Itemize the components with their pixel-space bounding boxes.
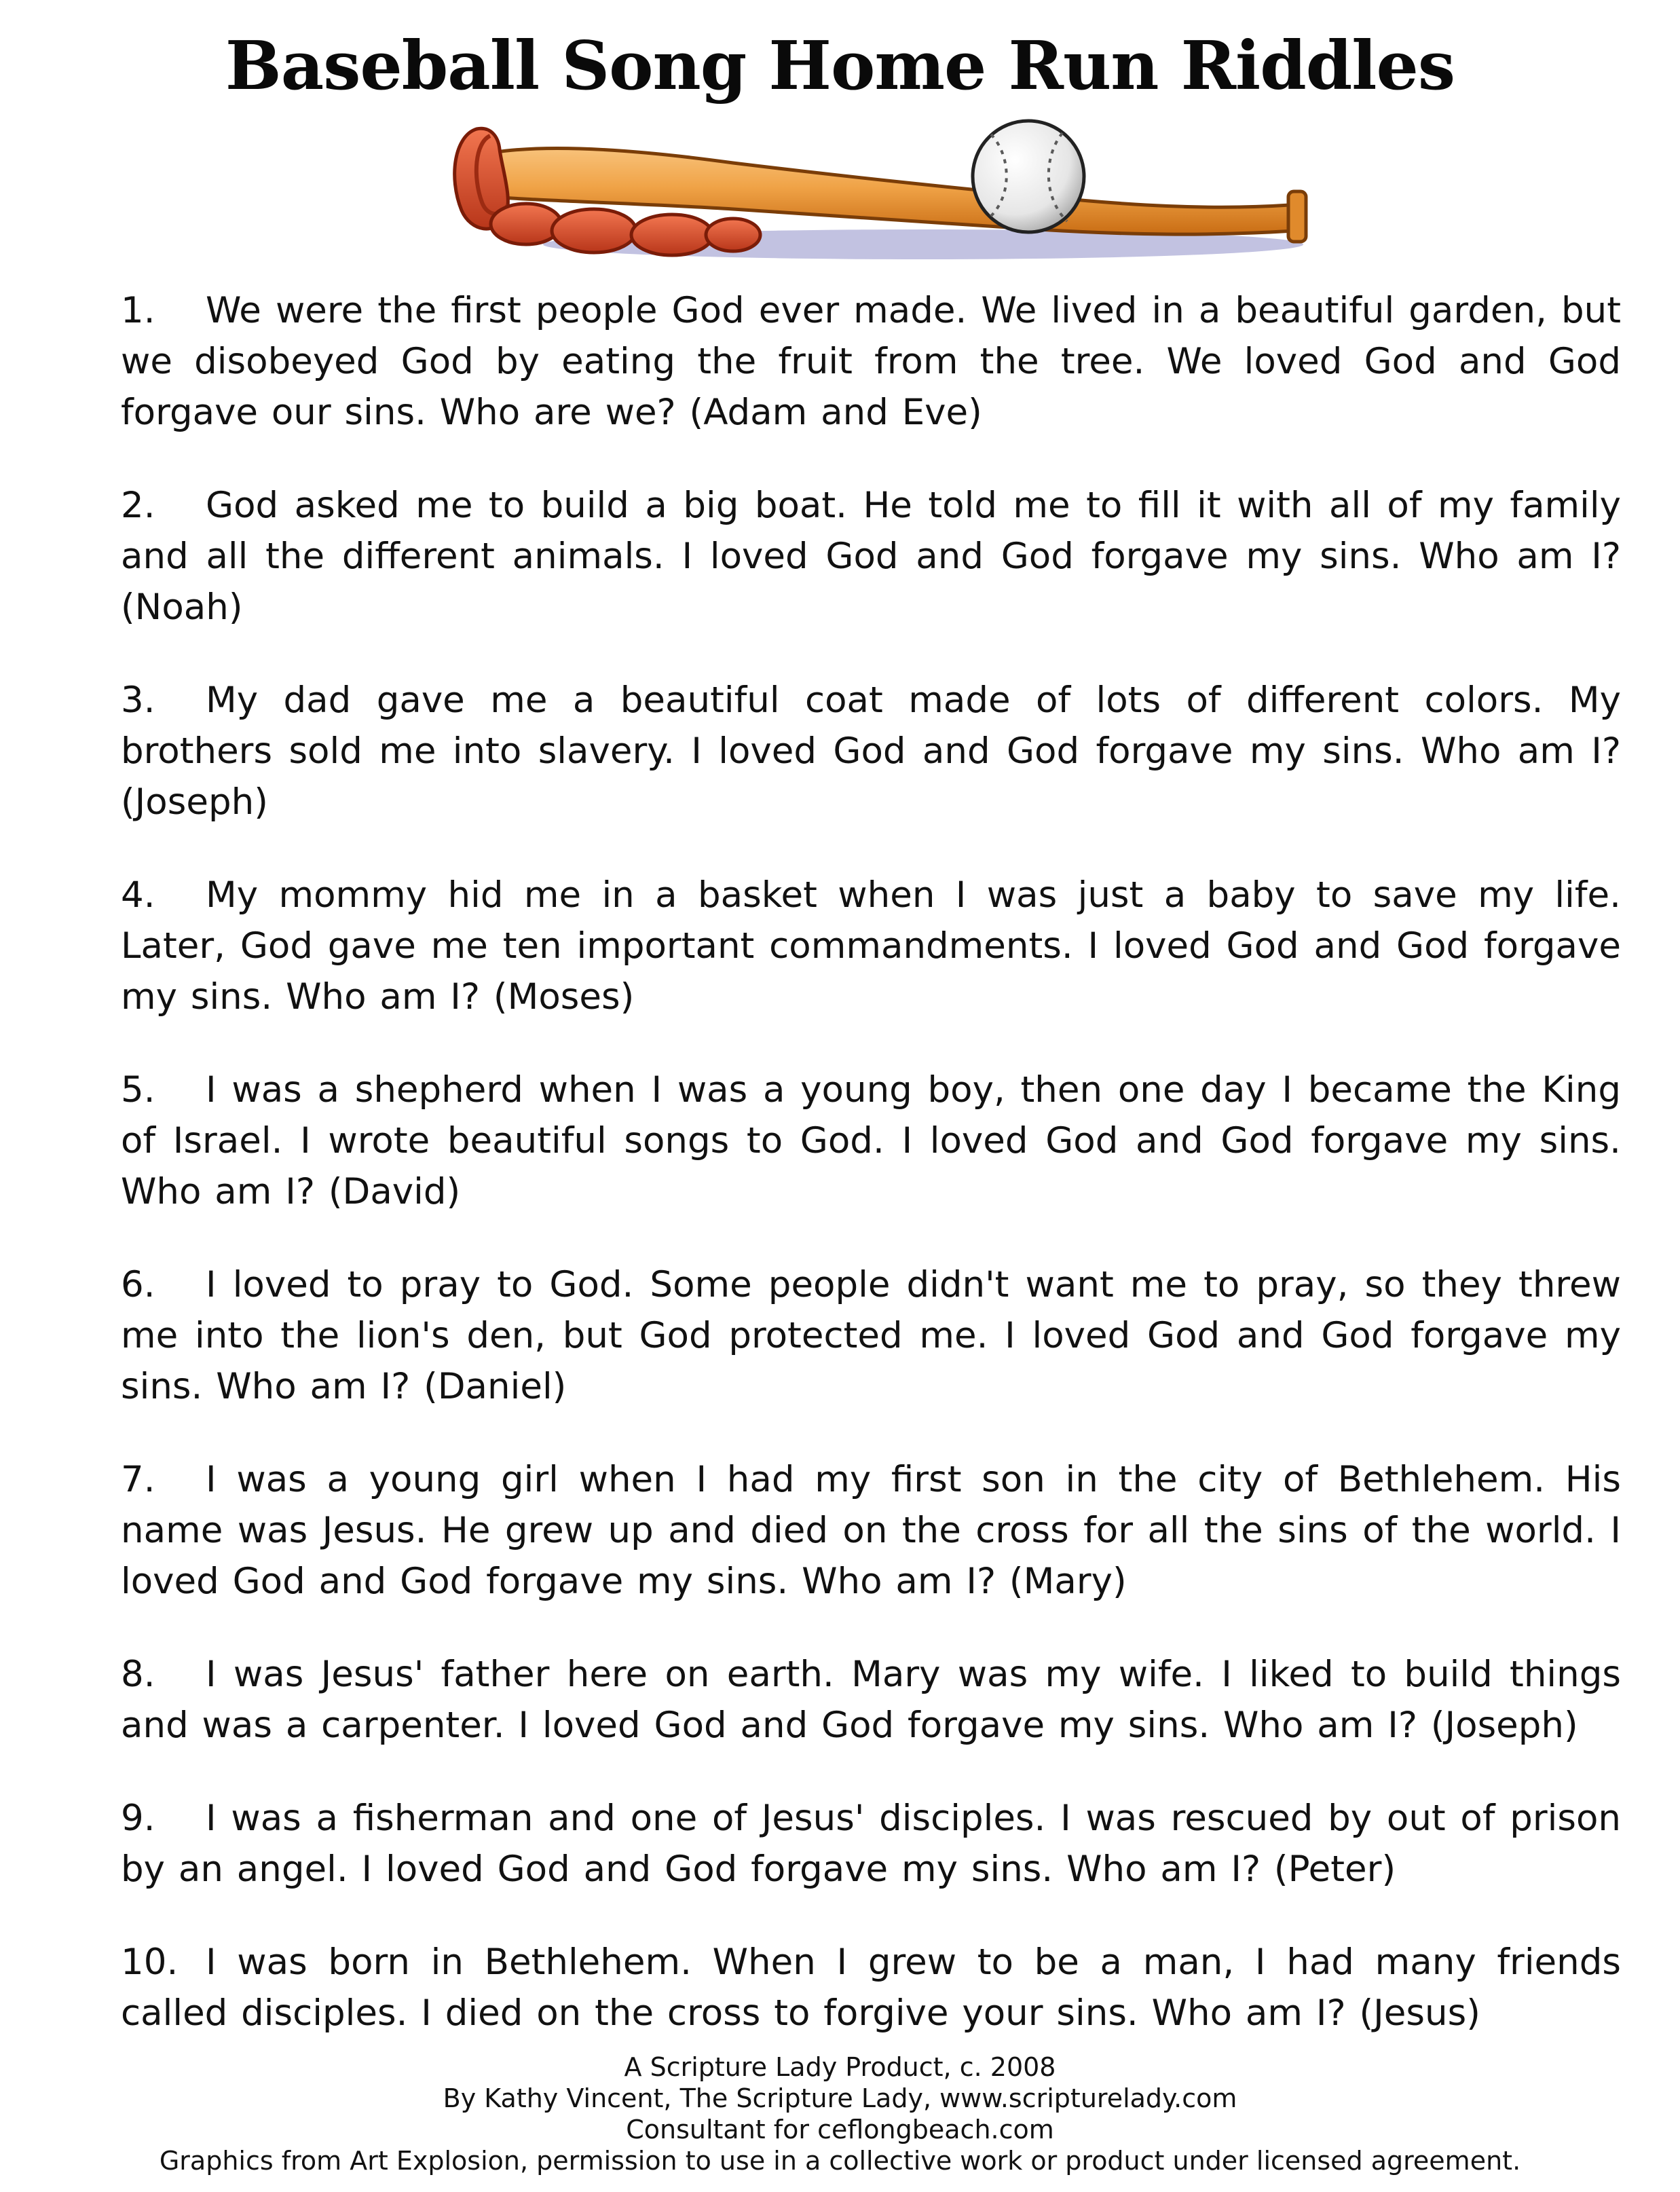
riddle-number: 6. (121, 1264, 155, 1305)
riddle-number: 7. (121, 1459, 155, 1500)
riddle-item (121, 480, 1621, 633)
footer-graphics-credit: Graphics from Art Explosion, permission to use in a collective work or product under licensed agreement. (159, 2146, 1521, 2176)
riddle-item (121, 1259, 1621, 1412)
riddle-text: I was a young girl when I had my first son in the city of Bethlehem. His name was Jesus. He grew up and died on the cross for all the sins of the world. I loved God and God forgave my sins. Who am I? (Mary) (121, 1459, 1621, 1602)
footer-consultant: Consultant for ceflongbeach.com (626, 2115, 1054, 2144)
riddle-text: I was Jesus' father here on earth. Mary was my wife. I liked to build things and was a carpenter. I loved God and God forgave my sins. Who am I? (Joseph) (121, 1654, 1621, 1746)
riddle-number: 3. (121, 680, 155, 721)
riddle-number: 8. (121, 1654, 155, 1695)
riddle-item (121, 870, 1621, 1022)
riddle-text: My mommy hid me in a basket when I was just a baby to save my life. Later, God gave me ten important commandments. I loved God and God forgave my sins. Who am I? (Moses) (121, 874, 1621, 1018)
footer-copyright: A Scripture Lady Product, c. 2008 (624, 2052, 1056, 2082)
baseball (973, 121, 1084, 232)
riddle-text: My dad gave me a beautiful coat made of lots of different colors. My brothers sold me into slavery. I loved God and God forgave my sins. Who am I? (Joseph) (121, 680, 1621, 823)
footer (0, 2051, 1680, 2176)
riddle-text: God asked me to build a big boat. He told me to fill it with all of my family and all the different animals. I loved God and God forgave my sins. Who am I? (Noah) (121, 485, 1621, 628)
bat-knob (1288, 191, 1306, 242)
riddle-item (121, 1064, 1621, 1217)
riddle-item (121, 675, 1621, 828)
riddle-number: 5. (121, 1069, 155, 1111)
riddle-text: I was a fisherman and one of Jesus' disciples. I was rescued by out of prison by an angel. I loved God and God forgave my sins. Who am I? (Peter) (121, 1798, 1621, 1890)
riddle-item (121, 1937, 1621, 2039)
riddle-item (121, 1649, 1621, 1751)
baseball-bat-glove-ball-icon (448, 115, 1330, 272)
riddle-number: 4. (121, 874, 155, 916)
riddle-text: I was born in Bethlehem. When I grew to be a man, I had many friends called disciples. I died on the cross to forgive your sins. Who am I? (Jesus) (121, 1942, 1621, 2034)
riddle-number: 9. (121, 1798, 155, 1839)
footer-author: By Kathy Vincent, The Scripture Lady, www.scripturelady.com (443, 2083, 1237, 2113)
riddle-text: I was a shepherd when I was a young boy, then one day I became the King of Israel. I wrote beautiful songs to God. I loved God and God forgave my sins. Who am I? (David) (121, 1069, 1621, 1212)
riddle-number: 10. (121, 1942, 179, 1983)
riddle-item (121, 1454, 1621, 1607)
riddle-item (121, 285, 1621, 438)
riddle-number: 1. (121, 290, 155, 331)
page-title: Baseball Song Home Run Riddles (225, 27, 1455, 105)
riddle-text: I loved to pray to God. Some people didn't want me to pray, so they threw me into the lion's den, but God protected me. I loved God and God forgave my sins. Who am I? (Daniel) (121, 1264, 1621, 1407)
riddle-text: We were the first people God ever made. We lived in a beautiful garden, but we disobeyed God by eating the fruit from the tree. We loved God and God forgave our sins. Who are we? (Adam and Eve) (121, 290, 1621, 433)
riddle-number: 2. (121, 485, 155, 526)
riddle-item (121, 1793, 1621, 1895)
riddle-list (121, 285, 1621, 2081)
